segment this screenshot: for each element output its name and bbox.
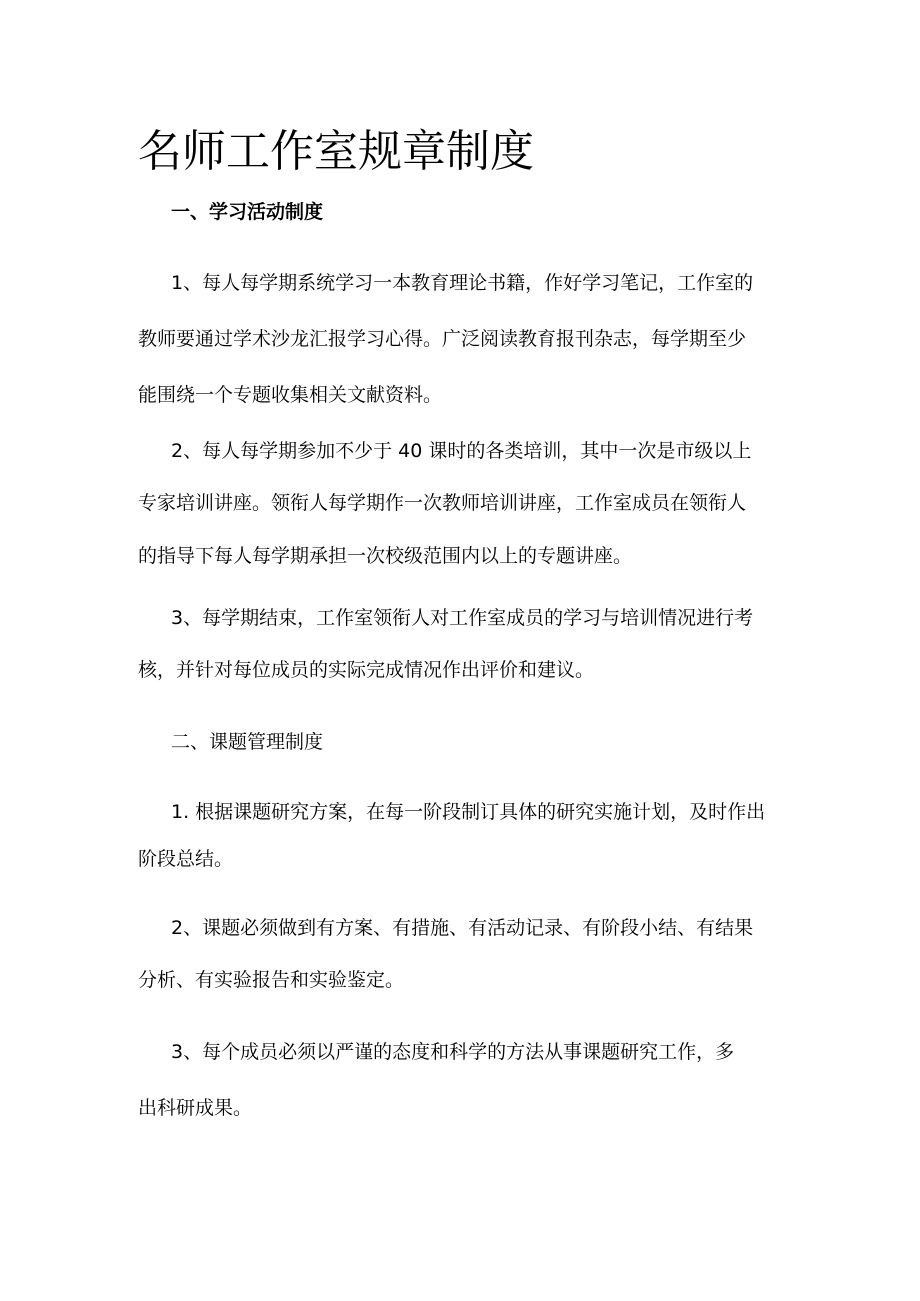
section2-item3-line2: 出科研成果。 (138, 1097, 253, 1119)
section1-item1-line1: 1、每人每学期系统学习一本教育理论书籍，作好学习笔记，工作室的 (171, 272, 754, 294)
section2-item1-line2: 阶段总结。 (138, 848, 234, 870)
section2-item2-line2: 分析、有实验报告和实验鉴定。 (138, 969, 405, 991)
page-title: 名师工作室规章制度 (138, 126, 534, 177)
section1-item1-line3: 能围绕一个专题收集相关文献资料。 (138, 384, 443, 406)
section2-item2-line1: 2、课题必须做到有方案、有措施、有活动记录、有阶段小结、有结果 (171, 917, 754, 939)
section1-item2-line1: 2、每人每学期参加不少于 40 课时的各类培训，其中一次是市级以上 (171, 440, 752, 462)
section1-item2-line2: 专家培训讲座。领衔人每学期作一次教师培训讲座，工作室成员在领衔人 (138, 492, 747, 514)
section2-heading: 二、课题管理制度 (171, 731, 324, 753)
section2-item3-line1: 3、每个成员必须以严谨的态度和科学的方法从事课题研究工作，多 (171, 1041, 735, 1063)
section1-heading: 一、学习活动制度 (171, 201, 324, 223)
section1-item3-line2: 核，并针对每位成员的实际完成情况作出评价和建议。 (138, 659, 595, 681)
section2-item1-line1: 1. 根据课题研究方案，在每一阶段制订具体的研究实施计划，及时作出 (171, 801, 766, 823)
section1-item1-line2: 教师要通过学术沙龙汇报学习心得。广泛阅读教育报刊杂志，每学期至少 (138, 328, 747, 350)
section1-item3-line1: 3、每学期结束，工作室领衔人对工作室成员的学习与培训情况进行考 (171, 607, 754, 629)
section1-item2-line3: 的指导下每人每学期承担一次校级范围内以上的专题讲座。 (138, 545, 633, 567)
